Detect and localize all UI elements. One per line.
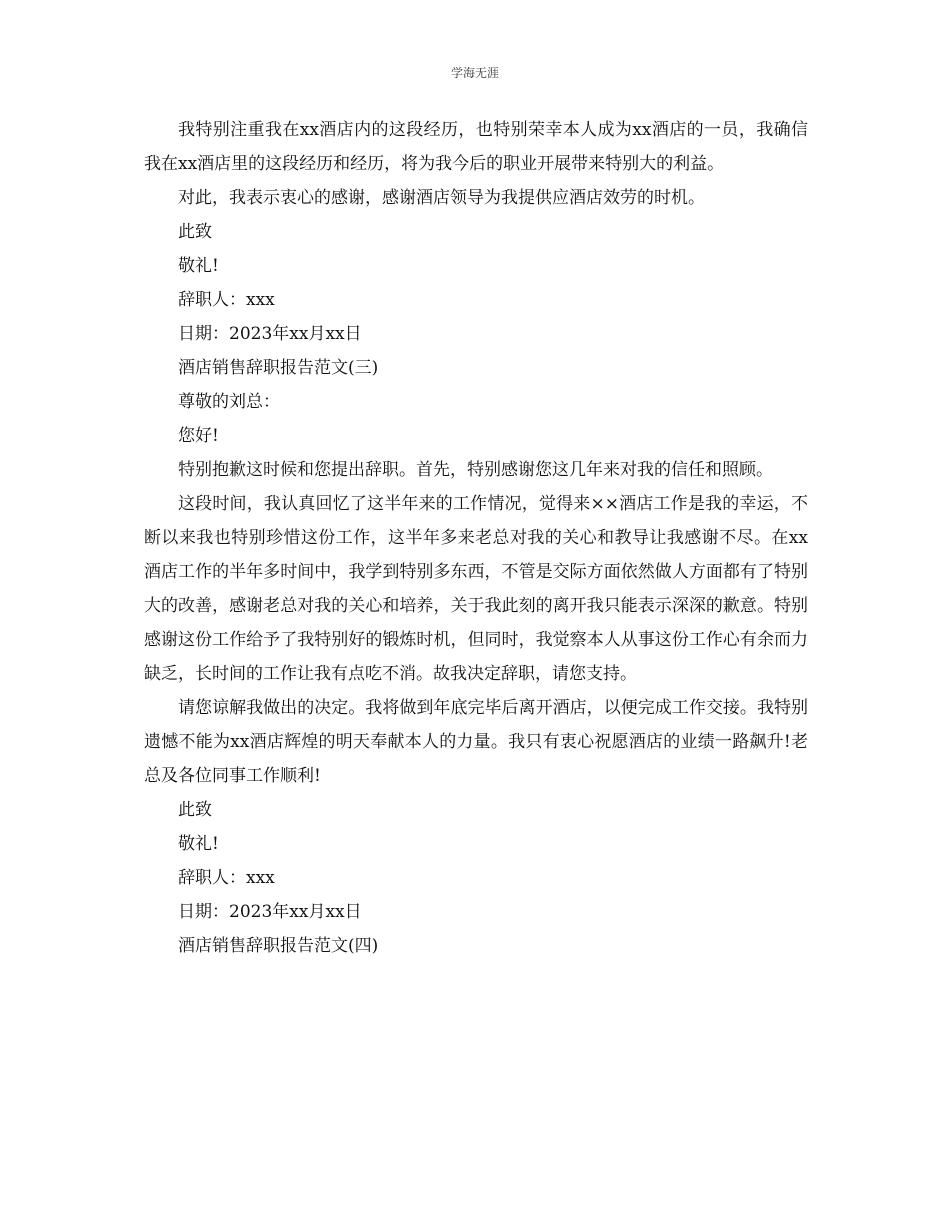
addressee-line: 尊敬的刘总： <box>178 392 280 412</box>
document-body <box>144 113 808 963</box>
date-line: 日期：2023年xx月xx日 <box>178 324 362 344</box>
paragraph: 这段时间，我认真回忆了这半年来的工作情况，觉得来××酒店工作是我的幸运，不断以来我也特别珍惜这份工作，这半年多来老总对我的关心和教导让我感谢不尽。在xx酒店工作的半年多时间中，我学到特别多东西，不管是交际方面依然做人方面都有了特别大的改善，感谢老总对我的关心和培养，关于我此刻的离开我只能表示深深的歉意。特别感谢这份工作给予了我特别好的锻炼时机，但同时，我觉察本人从事这份工作心有余而力缺乏，长时间的工作让我有点吃不消。故我决定辞职，请您支持。 <box>144 494 808 684</box>
section-title: 酒店销售辞职报告范文(四) <box>178 936 379 956</box>
salutation-line: 敬礼! <box>178 256 219 276</box>
date-line: 日期：2023年xx月xx日 <box>178 902 362 922</box>
signer-line: 辞职人：xxx <box>178 290 275 310</box>
closing-line: 此致 <box>178 222 212 242</box>
paragraph: 特别抱歉这时候和您提出辞职。首先，特别感谢您这几年来对我的信任和照顾。 <box>178 460 773 480</box>
signer-line: 辞职人：xxx <box>178 868 275 888</box>
paragraph: 请您谅解我做出的决定。我将做到年底完毕后离开酒店，以便完成工作交接。我特别遗憾不能为xx酒店辉煌的明天奉献本人的力量。我只有衷心祝愿酒店的业绩一路飙升!老总及各位同事工作顺利! <box>144 698 808 786</box>
paragraph: 对此，我表示衷心的感谢，感谢酒店领导为我提供应酒店效劳的时机。 <box>178 188 705 208</box>
paragraph: 我特别注重我在xx酒店内的这段经历，也特别荣幸本人成为xx酒店的一员，我确信我在xx酒店里的这段经历和经历，将为我今后的职业开展带来特别大的利益。 <box>144 120 808 174</box>
greeting-line: 您好! <box>178 426 219 446</box>
page-header: 学海无涯 <box>450 66 499 80</box>
section-title: 酒店销售辞职报告范文(三) <box>178 358 379 378</box>
closing-line: 此致 <box>178 800 212 820</box>
salutation-line: 敬礼! <box>178 834 219 854</box>
